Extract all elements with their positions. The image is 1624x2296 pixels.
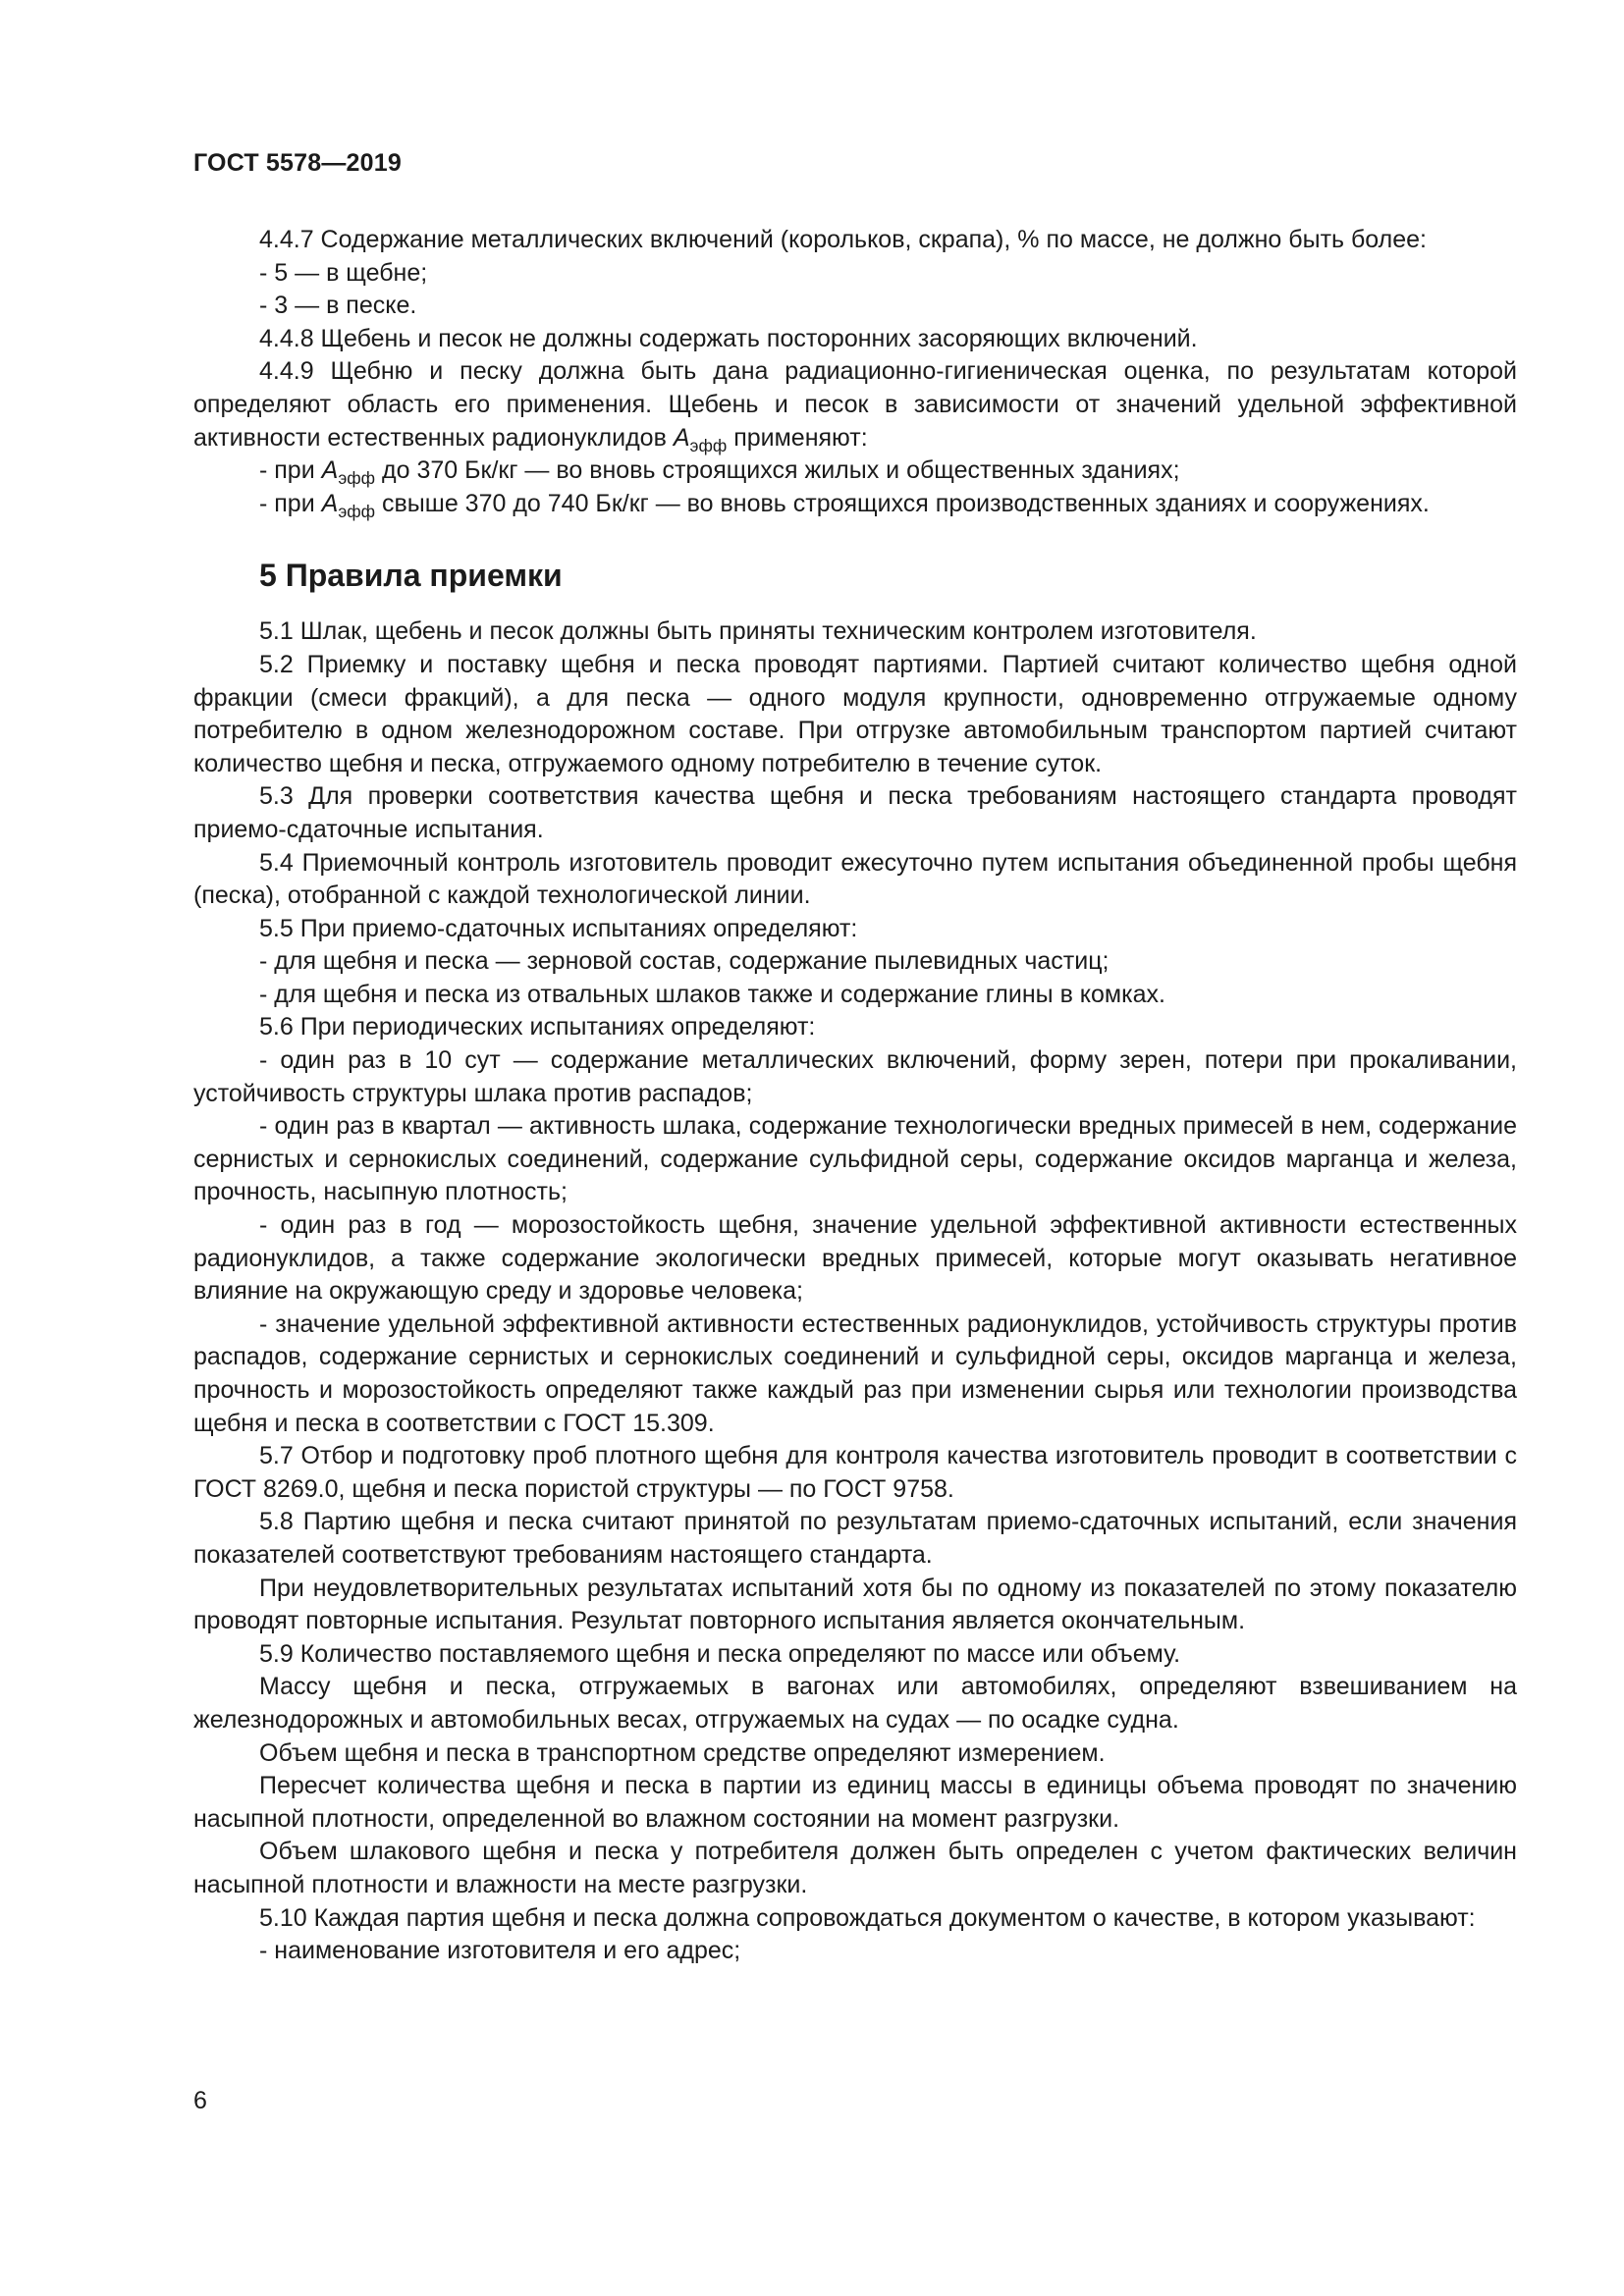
paragraph-4-4-9-tail: применяют: [733, 423, 868, 452]
paragraph-4-4-9-text: 4.4.9 Щебню и песку должна быть дана радиационно-гигиеническая оценка, по результатам которой определяют область его применения. Щебень и песок в зависимости от значений удельной эффективной активности естественных радионуклидов [193, 357, 1517, 452]
paragraph-5-1: 5.1 Шлак, щебень и песок должны быть приняты техническим контролем изготовителя. [259, 617, 1257, 646]
list-item: - наименование изготовителя и его адрес; [259, 1937, 741, 1965]
bullet-prefix: - при [259, 489, 315, 517]
list-item: - один раз в 10 сут — содержание металлических включений, форму зерен, потери при прокаливании, устойчивость структуры шлака против распадов; [193, 1046, 1517, 1107]
bullet-text: свыше 370 до 740 Бк/кг — во вновь строящихся производственных зданиях и сооружениях. [382, 489, 1430, 517]
paragraph-4-4-9 [193, 355, 1517, 454]
bullet-text: до 370 Бк/кг — во вновь строящихся жилых и общественных зданиях; [382, 456, 1180, 485]
section-heading: 5 Правила приемки [259, 558, 563, 594]
list-item: - значение удельной эффективной активности естественных радионуклидов, устойчивость структуры против распадов, содержание сернистых и сернокислых соединений и сульфидной серы, оксидов марганца и железа, прочность и морозостойкость определяют также каждый раз при изменении сырья или технологии производства щебня и песка в соответствии с ГОСТ 15.309. [193, 1309, 1517, 1437]
a-eff-subscript: эфф [689, 435, 728, 455]
a-eff-symbol: A [321, 456, 339, 485]
paragraph-5-5: 5.5 При приемо-сдаточных испытаниях определяют: [259, 914, 858, 942]
paragraph: Объем щебня и песка в транспортном средстве определяют измерением. [259, 1738, 1106, 1767]
page-number: 6 [193, 2087, 207, 2114]
bullet-prefix: - при [259, 456, 315, 485]
paragraph: Объем шлакового щебня и песка у потребителя должен быть определен с учетом фактических величин насыпной плотности и влажности на месте разгрузки. [193, 1838, 1517, 1898]
paragraph-5-7: 5.7 Отбор и подготовку проб плотного щебня для контроля качества изготовитель проводит в соответствии с ГОСТ 8269.0, щебня и песка пористой структуры — по ГОСТ 9758. [193, 1442, 1517, 1503]
paragraph: При неудовлетворительных результатах испытаний хотя бы по одному из показателей по этому показателю проводят повторные испытания. Результат повторного испытания является окончательным. [193, 1574, 1517, 1635]
paragraph-5-6: 5.6 При периодических испытаниях определяют: [259, 1013, 816, 1041]
paragraph-5-9: 5.9 Количество поставляемого щебня и песка определяют по массе или объему. [259, 1639, 1181, 1668]
paragraph-4-4-7: 4.4.7 Содержание металлических включений (корольков, скрапа), % по массе, не должно быть более: [259, 226, 1428, 253]
paragraph-5-10: 5.10 Каждая партия щебня и песка должна сопровождаться документом о качестве, в котором указывают: [259, 1903, 1476, 1932]
paragraph-5-2: 5.2 Приемку и поставку щебня и песка проводят партиями. Партией считают количество щебня одной фракции (смеси фракций), а для песка — одного модуля крупности, одновременно отгружаемые одному потребителю в одном железнодорожном составе. При отгрузке автомобильным транспортом партией считают количество щебня и песка, отгружаемого одному потребителю в течение суток. [193, 650, 1517, 777]
list-item: - 5 — в щебне; [259, 258, 428, 287]
list-item: - 3 — в песке. [259, 292, 417, 320]
list-item: - один раз в квартал — активность шлака, содержание технологически вредных примесей в нем, содержание сернистых и сернокислых соединений, содержание сульфидной серы, содержание оксидов марганца и железа, прочность, насыпную плотность; [193, 1112, 1517, 1206]
paragraph-5-3: 5.3 Для проверки соответствия качества щебня и песка требованиям настоящего стандарта проводят приемо-сдаточные испытания. [193, 782, 1517, 843]
list-item: - один раз в год — морозостойкость щебня, значение удельной эффективной активности естественных радионуклидов, а также содержание экологически вредных примесей, которые могут оказывать негативное влияние на окружающую среду и здоровье человека; [193, 1211, 1517, 1306]
document-body [193, 224, 1517, 1968]
paragraph-5-8: 5.8 Партию щебня и песка считают принятой по результатам приемо-сдаточных испытаний, если значения показателей соответствуют требованиям настоящего стандарта. [193, 1508, 1517, 1569]
document-header: ГОСТ 5578—2019 [193, 149, 402, 177]
paragraph: Массу щебня и песка, отгружаемых в вагонах или автомобилях, определяют взвешиванием на железнодорожных и автомобильных весах, отгружаемых на судах — по осадке судна. [193, 1673, 1517, 1734]
list-item [193, 488, 1517, 521]
paragraph-5-4: 5.4 Приемочный контроль изготовитель проводит ежесуточно путем испытания объединенной пробы щебня (песка), отобранной с каждой технологической линии. [193, 848, 1517, 910]
a-eff-subscript: эфф [338, 468, 376, 489]
list-item: - для щебня и песка — зерновой состав, содержание пылевидных частиц; [259, 947, 1110, 976]
paragraph: Пересчет количества щебня и песка в партии из единиц массы в единицы объема проводят по значению насыпной плотности, определенной во влажном состоянии на момент разгрузки. [193, 1772, 1517, 1833]
a-eff-symbol: A [673, 423, 690, 452]
a-eff-symbol: A [321, 489, 339, 517]
list-item: - для щебня и песка из отвальных шлаков также и содержание глины в комках. [259, 980, 1165, 1008]
a-eff-subscript: эфф [338, 501, 376, 521]
list-item [193, 454, 1517, 488]
paragraph-4-4-8: 4.4.8 Щебень и песок не должны содержать посторонних засоряющих включений. [259, 324, 1198, 352]
